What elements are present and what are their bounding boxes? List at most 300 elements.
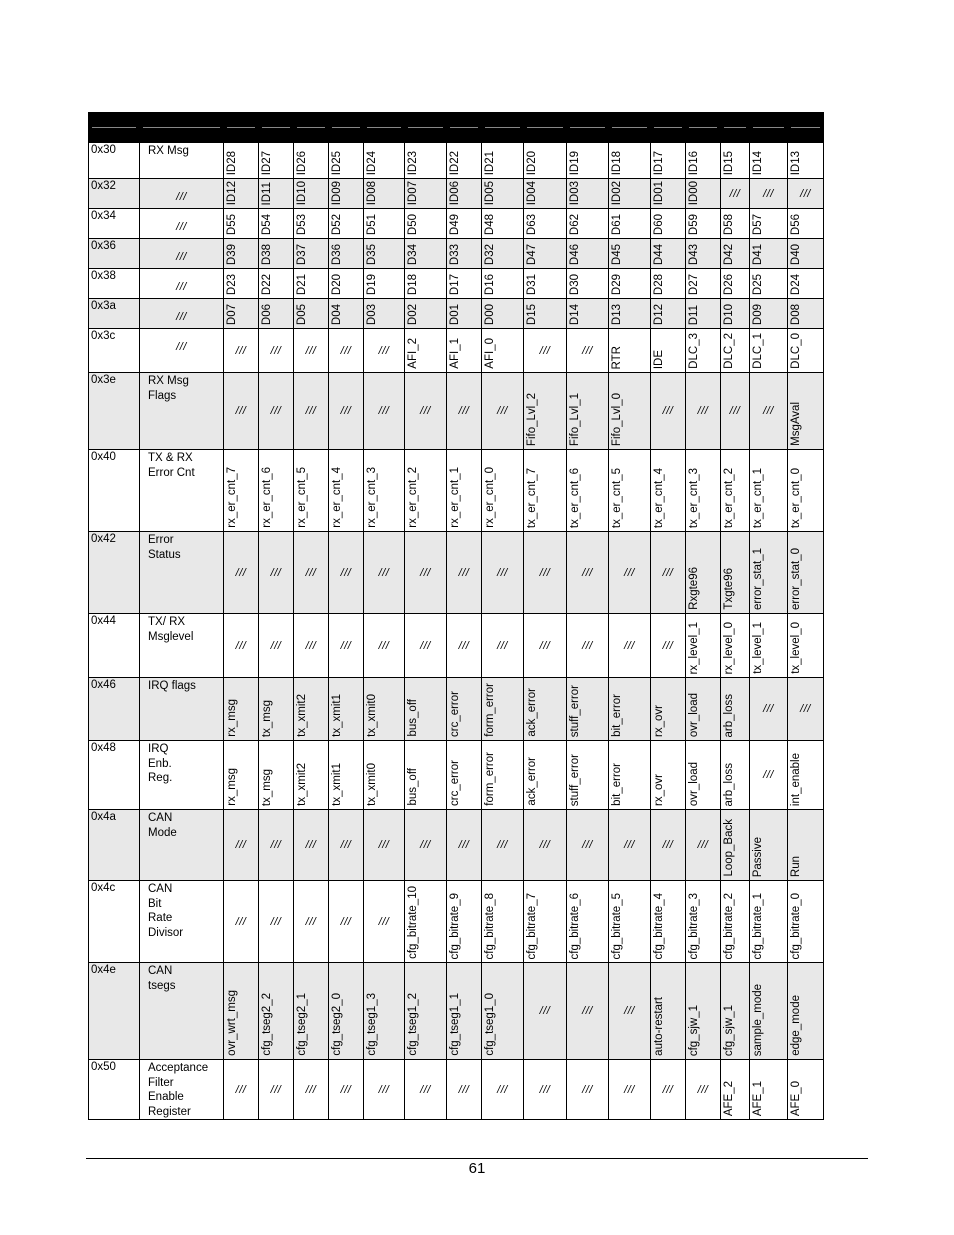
bit-cell — [329, 532, 364, 614]
header-cell — [89, 113, 140, 143]
header-cell — [609, 113, 651, 143]
bit-cell — [609, 299, 651, 329]
bit-cell — [294, 329, 329, 373]
bit-cell — [259, 532, 294, 614]
bit-cell — [447, 741, 482, 810]
bit-cell — [405, 810, 447, 881]
bit-label: ID00 — [688, 180, 700, 205]
register-name: TX & RX Error Cnt — [140, 450, 224, 532]
bit-cell — [329, 209, 364, 239]
bit-cell — [686, 1060, 721, 1120]
bit-cell — [609, 373, 651, 450]
reserved-bit-label: /// — [270, 405, 282, 417]
bit-label: D16 — [484, 273, 496, 295]
reserved-bit-label: /// — [624, 1083, 635, 1096]
bit-cell — [329, 269, 364, 299]
reserved-bit-label: /// — [497, 839, 508, 851]
bit-cell — [259, 1060, 294, 1120]
bit-cell — [567, 209, 609, 239]
bit-label: form_error — [484, 752, 496, 806]
bit-cell — [482, 299, 524, 329]
bit-cell — [259, 209, 294, 239]
bit-label: tx_er_cnt_1 — [752, 467, 764, 528]
bit-label: D15 — [526, 303, 538, 325]
header-cell — [405, 113, 447, 143]
bit-cell — [609, 179, 651, 209]
bit-cell — [686, 269, 721, 299]
bit-cell — [609, 1060, 651, 1120]
reserved-bit-label: /// — [539, 639, 551, 652]
bit-cell — [788, 532, 824, 614]
bit-cell — [750, 209, 788, 239]
bit-cell — [259, 299, 294, 329]
bit-cell — [447, 269, 482, 299]
bit-cell — [329, 614, 364, 678]
register-row — [89, 329, 824, 373]
bit-label: tx_level_1 — [752, 622, 764, 674]
register-row — [89, 532, 824, 614]
bit-cell — [482, 963, 524, 1060]
bit-cell — [405, 1060, 447, 1120]
bit-cell — [482, 269, 524, 299]
bit-cell — [294, 614, 329, 678]
register-address: 0x3c — [89, 329, 140, 373]
bit-cell — [750, 678, 788, 741]
reserved-bit-label: /// — [378, 639, 390, 652]
bit-cell — [224, 329, 259, 373]
bit-cell — [524, 209, 567, 239]
bit-cell — [721, 299, 750, 329]
bit-label: rx_er_cnt_0 — [484, 467, 496, 528]
bit-label: D62 — [569, 213, 581, 235]
reserved-bit-label: /// — [582, 344, 593, 357]
bit-cell — [524, 179, 567, 209]
bit-label: cfg_bitrate_9 — [449, 892, 461, 959]
bit-cell — [224, 299, 259, 329]
bit-cell — [224, 881, 259, 963]
bit-label: D55 — [226, 213, 238, 235]
bit-label: tx_xmit2 — [296, 694, 308, 737]
bit-cell — [788, 963, 824, 1060]
register-name: /// — [140, 299, 224, 329]
bit-label: tx_er_cnt_2 — [723, 467, 735, 528]
bit-cell — [294, 179, 329, 209]
bit-cell — [651, 269, 686, 299]
bit-cell — [259, 373, 294, 450]
reserved-bit-label: /// — [763, 405, 774, 417]
bit-cell — [364, 614, 405, 678]
bit-label: tx_msg — [261, 699, 273, 737]
bit-cell — [364, 678, 405, 741]
bit-cell — [567, 881, 609, 963]
bit-cell — [721, 741, 750, 810]
reserved-bit-label: /// — [235, 1083, 247, 1096]
register-address: 0x4a — [89, 810, 140, 881]
bit-label: D26 — [723, 273, 735, 295]
bit-label: ID04 — [526, 180, 538, 205]
bit-label: ID20 — [526, 150, 538, 175]
bit-label: D36 — [331, 243, 343, 265]
bit-label: ID17 — [653, 150, 665, 175]
bit-label: D46 — [569, 243, 581, 265]
bit-cell — [788, 239, 824, 269]
register-row — [89, 741, 824, 810]
bit-cell — [721, 810, 750, 881]
bit-cell — [294, 532, 329, 614]
bit-cell — [482, 143, 524, 179]
reserved-bit-label: /// — [662, 1083, 674, 1096]
register-name: IRQ Enb. Reg. — [140, 741, 224, 810]
bit-label: D48 — [484, 213, 496, 235]
bit-label: cfg_bitrate_1 — [752, 892, 764, 959]
bit-label: ID01 — [653, 180, 665, 205]
register-row — [89, 143, 824, 179]
bit-cell — [721, 532, 750, 614]
bit-label: cfg_bitrate_2 — [723, 892, 735, 959]
bit-cell — [524, 1060, 567, 1120]
bit-label: ID06 — [449, 180, 461, 205]
bit-label: AFI_0 — [484, 338, 496, 369]
bit-label: Run — [790, 855, 802, 877]
bit-cell — [294, 269, 329, 299]
bit-cell — [524, 269, 567, 299]
bit-label: cfg_bitrate_5 — [611, 892, 623, 959]
reserved-bit-label: /// — [340, 639, 352, 652]
bit-cell — [686, 614, 721, 678]
bit-label: D19 — [366, 273, 378, 295]
bit-cell — [329, 741, 364, 810]
bit-cell — [686, 678, 721, 741]
reserved-bit-label: /// — [497, 1083, 508, 1096]
bit-cell — [294, 450, 329, 532]
reserved-bit-label: /// — [340, 405, 352, 417]
register-address: 0x50 — [89, 1060, 140, 1120]
reserved-bit-label: /// — [763, 703, 774, 715]
register-row — [89, 269, 824, 299]
bit-cell — [447, 299, 482, 329]
bit-label: D32 — [484, 243, 496, 265]
bit-cell — [721, 179, 750, 209]
bit-label: Passive — [752, 836, 764, 877]
bit-cell — [651, 239, 686, 269]
bit-cell — [364, 143, 405, 179]
reserved-bit-label: /// — [497, 405, 508, 417]
bit-cell — [294, 678, 329, 741]
bit-cell — [750, 143, 788, 179]
reserved-bit-label: /// — [378, 1083, 390, 1096]
register-table — [88, 112, 824, 1120]
reserved-bit-label: /// — [662, 566, 674, 579]
bit-cell — [405, 373, 447, 450]
bit-label: D18 — [407, 273, 419, 295]
register-name: CAN Bit Rate Divisor — [140, 881, 224, 963]
bit-label: ID24 — [366, 150, 378, 175]
bit-cell — [721, 963, 750, 1060]
bit-cell — [329, 450, 364, 532]
bit-label: crc_error — [449, 759, 461, 806]
bit-label: ID19 — [569, 150, 581, 175]
bit-label: D30 — [569, 273, 581, 295]
reserved-bit-label: /// — [270, 839, 282, 851]
bit-cell — [567, 810, 609, 881]
bit-cell — [405, 299, 447, 329]
reserved-bit-label: /// — [340, 839, 352, 851]
bit-cell — [651, 179, 686, 209]
bit-label: ID21 — [484, 150, 496, 175]
bit-label: D41 — [752, 243, 764, 265]
bit-label: D23 — [226, 273, 238, 295]
bit-cell — [447, 678, 482, 741]
bit-cell — [294, 143, 329, 179]
register-row — [89, 1060, 824, 1120]
register-row — [89, 881, 824, 963]
bit-label: D54 — [261, 213, 273, 235]
bit-cell — [294, 881, 329, 963]
register-address: 0x32 — [89, 179, 140, 209]
bit-label: ID23 — [407, 150, 419, 175]
bit-label: rx_level_1 — [688, 621, 700, 674]
bit-cell — [609, 741, 651, 810]
reserved-bit-label: /// — [420, 566, 431, 579]
bit-label: rx_er_cnt_2 — [407, 467, 419, 528]
bit-cell — [364, 450, 405, 532]
bit-cell — [405, 532, 447, 614]
header-cell — [224, 113, 259, 143]
reserved-bit-label: /// — [729, 187, 741, 200]
bit-cell — [364, 881, 405, 963]
bit-label: D45 — [611, 243, 623, 265]
bit-cell — [651, 1060, 686, 1120]
bit-cell — [364, 239, 405, 269]
bit-cell — [609, 614, 651, 678]
bit-label: cfg_bitrate_3 — [688, 892, 700, 959]
bit-cell — [524, 678, 567, 741]
reserved-bit-label: /// — [270, 915, 282, 928]
bit-label: D59 — [688, 213, 700, 235]
bit-cell — [750, 373, 788, 450]
bit-cell — [686, 329, 721, 373]
register-address: 0x4c — [89, 881, 140, 963]
bit-label: ID11 — [261, 181, 273, 205]
bit-cell — [364, 1060, 405, 1120]
reserved-bit-label: /// — [458, 639, 470, 652]
bit-cell — [750, 179, 788, 209]
reserved-bit-label: /// — [270, 566, 282, 579]
register-row — [89, 299, 824, 329]
bit-label: ID13 — [790, 150, 802, 175]
bit-cell — [329, 881, 364, 963]
bit-label: tx_er_cnt_4 — [653, 467, 665, 528]
bit-cell — [447, 614, 482, 678]
header-cell — [721, 113, 750, 143]
bit-cell — [651, 614, 686, 678]
register-row — [89, 209, 824, 239]
bit-cell — [329, 179, 364, 209]
bit-cell — [405, 741, 447, 810]
bit-label: D57 — [752, 213, 764, 235]
bit-cell — [482, 532, 524, 614]
bit-label: int_enable — [790, 752, 802, 806]
header-cell — [651, 113, 686, 143]
bit-cell — [364, 299, 405, 329]
bit-label: ID02 — [611, 180, 623, 205]
bit-label: ID27 — [261, 150, 273, 175]
bit-cell — [651, 209, 686, 239]
reserved-bit-label: /// — [624, 639, 635, 652]
header-cell — [259, 113, 294, 143]
register-address: 0x3a — [89, 299, 140, 329]
bit-label: D53 — [296, 213, 308, 235]
bit-label: tx_xmit0 — [366, 694, 378, 737]
register-name: /// — [140, 269, 224, 299]
register-name: Error Status — [140, 532, 224, 614]
reserved-bit-label: /// — [378, 405, 390, 417]
bit-cell — [524, 532, 567, 614]
reserved-bit-label: /// — [458, 405, 470, 417]
bit-cell — [721, 881, 750, 963]
bit-cell — [567, 299, 609, 329]
reserved-bit-label: /// — [662, 405, 674, 417]
reserved-bit-label: /// — [235, 639, 247, 652]
bit-cell — [329, 963, 364, 1060]
bit-label: Txgte96 — [723, 568, 735, 610]
reserved-bit-label: /// — [305, 405, 317, 417]
bit-cell — [686, 179, 721, 209]
reserved-bit-label: /// — [624, 566, 635, 579]
bit-label: rx_er_cnt_5 — [296, 467, 308, 528]
bit-label: D09 — [752, 303, 764, 325]
bit-label: stuff_error — [569, 684, 581, 737]
bit-cell — [788, 810, 824, 881]
bit-label: tx_er_cnt_5 — [611, 467, 623, 528]
bit-label: Loop_Back — [723, 819, 735, 877]
bit-cell — [447, 450, 482, 532]
bit-cell — [651, 741, 686, 810]
bit-label: ID16 — [688, 150, 700, 175]
bit-label: tx_er_cnt_7 — [526, 467, 538, 528]
reserved-bit-label: /// — [305, 839, 317, 851]
bit-label: D61 — [611, 213, 623, 235]
bit-cell — [750, 881, 788, 963]
reserved-bit-label: /// — [340, 566, 352, 579]
bit-cell — [447, 329, 482, 373]
bit-cell — [482, 239, 524, 269]
bit-label: cfg_tseg2_2 — [261, 993, 273, 1056]
bit-label: tx_xmit0 — [366, 763, 378, 806]
bit-cell — [651, 678, 686, 741]
bit-label: Fifo_Lvl_1 — [569, 392, 581, 446]
bit-label: rx_er_cnt_6 — [261, 467, 273, 528]
bit-cell — [788, 741, 824, 810]
bit-cell — [651, 299, 686, 329]
register-address: 0x48 — [89, 741, 140, 810]
bit-cell — [686, 299, 721, 329]
bit-cell — [686, 532, 721, 614]
bit-cell — [259, 450, 294, 532]
bit-label: error_stat_1 — [752, 547, 764, 610]
bit-cell — [609, 963, 651, 1060]
reserved-bit-label: /// — [624, 1005, 635, 1017]
header-cell — [329, 113, 364, 143]
bit-cell — [329, 373, 364, 450]
bit-label: cfg_tseg2_1 — [296, 993, 308, 1056]
bit-cell — [405, 179, 447, 209]
bit-cell — [651, 329, 686, 373]
bit-cell — [364, 269, 405, 299]
bit-cell — [524, 810, 567, 881]
bit-cell — [259, 963, 294, 1060]
bit-cell — [721, 678, 750, 741]
register-name: /// — [140, 209, 224, 239]
bit-label: D49 — [449, 213, 461, 235]
bit-cell — [294, 209, 329, 239]
bit-label: AFE_1 — [752, 1080, 764, 1116]
bit-cell — [294, 373, 329, 450]
bit-label: Rxgte96 — [688, 567, 700, 610]
bit-cell — [567, 450, 609, 532]
bit-cell — [750, 614, 788, 678]
reserved-bit-label: /// — [270, 344, 282, 357]
bit-cell — [482, 741, 524, 810]
bit-label: rx_msg — [226, 768, 238, 806]
reserved-bit-label: /// — [662, 839, 674, 851]
bit-cell — [482, 179, 524, 209]
reserved-bit-label: /// — [539, 566, 551, 579]
header-cell — [140, 113, 224, 143]
bit-label: ack_error — [526, 757, 538, 806]
bit-cell — [447, 963, 482, 1060]
register-row — [89, 239, 824, 269]
bit-label: bus_off — [407, 768, 419, 806]
bit-cell — [721, 450, 750, 532]
bit-cell — [524, 239, 567, 269]
bit-cell — [609, 209, 651, 239]
bit-cell — [524, 450, 567, 532]
reserved-bit-label: /// — [378, 344, 390, 357]
bit-cell — [294, 1060, 329, 1120]
reserved-bit-label: /// — [378, 915, 390, 928]
bit-cell — [259, 741, 294, 810]
bit-label: D07 — [226, 303, 238, 325]
bit-cell — [788, 678, 824, 741]
bit-label: rx_ovr — [653, 705, 665, 737]
bit-label: cfg_bitrate_4 — [653, 892, 665, 959]
bit-label: D56 — [790, 213, 802, 235]
reserved-bit-label: /// — [458, 566, 470, 579]
bit-cell — [750, 741, 788, 810]
bit-cell — [524, 373, 567, 450]
bit-cell — [224, 143, 259, 179]
bit-cell — [447, 143, 482, 179]
bit-cell — [447, 179, 482, 209]
bit-label: MsgAval — [790, 402, 802, 446]
bit-label: cfg_sjw_1 — [723, 1004, 735, 1056]
reserved-bit-label: /// — [305, 1083, 317, 1096]
bit-label: Fifo_Lvl_2 — [526, 392, 538, 446]
bit-cell — [447, 810, 482, 881]
bit-cell — [567, 143, 609, 179]
bit-cell — [750, 1060, 788, 1120]
bit-label: bit_error — [611, 763, 623, 806]
bit-cell — [788, 143, 824, 179]
table-header-row — [89, 113, 824, 143]
register-name: TX/ RX Msglevel — [140, 614, 224, 678]
bit-cell — [750, 239, 788, 269]
bit-cell — [259, 269, 294, 299]
bit-label: arb_loss — [723, 762, 735, 806]
header-cell — [750, 113, 788, 143]
bit-label: tx_er_cnt_3 — [688, 467, 700, 528]
